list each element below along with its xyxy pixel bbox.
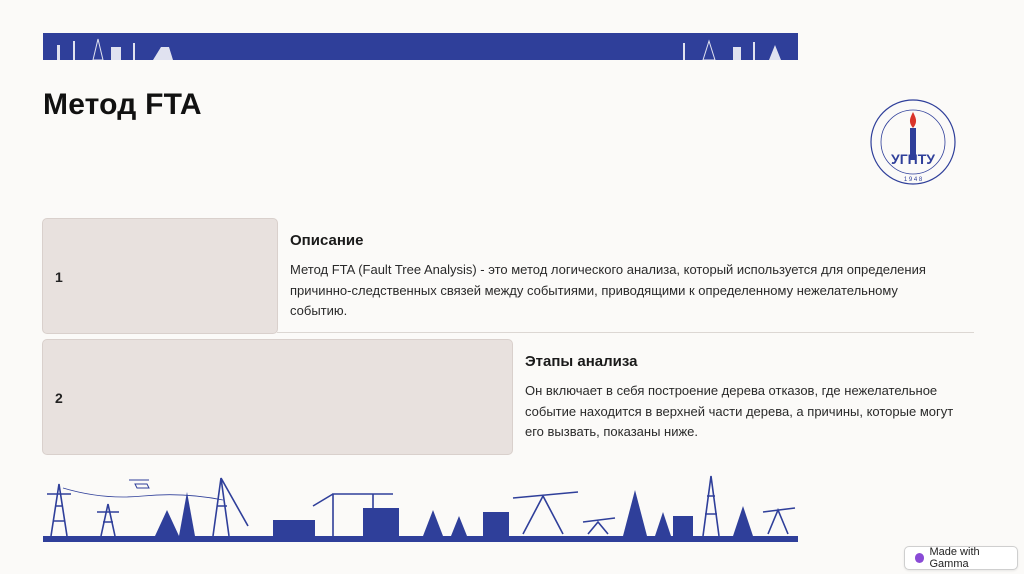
step-number-box-2 [42,339,513,455]
industrial-skyline-icon [43,33,798,60]
step-number-box-1 [42,218,278,334]
divider [277,332,974,333]
logo-abbr: УГНТУ [890,151,936,167]
gamma-logo-icon [915,553,924,563]
section-text-description: Метод FTA (Fault Tree Analysis) - это метод логического анализа, который используется для определения причинно-следственных связей между событиями, приводящими к определенному нежелательному событию. [290,262,926,318]
bottom-banner [43,466,798,542]
top-banner [43,33,798,60]
section-heading-stages: Этапы анализа [525,353,638,370]
made-with-gamma-button[interactable] [904,546,1018,570]
step-number: 2 [55,390,63,406]
oil-industry-landscape-icon [43,466,798,542]
section-heading-description: Описание [290,232,364,249]
step-number: 1 [55,269,63,285]
university-emblem-icon [858,98,968,188]
badge-label: Made with Gamma [929,546,980,570]
logo-year: 1 9 4 8 [903,177,923,183]
section-text-stages: Он включает в себя построение дерева отказов, где нежелательное событие находится в верхней части дерева, а причины, которые могут его вызвать, показаны ниже. [525,383,954,439]
page-title: Метод FTA [43,88,202,121]
